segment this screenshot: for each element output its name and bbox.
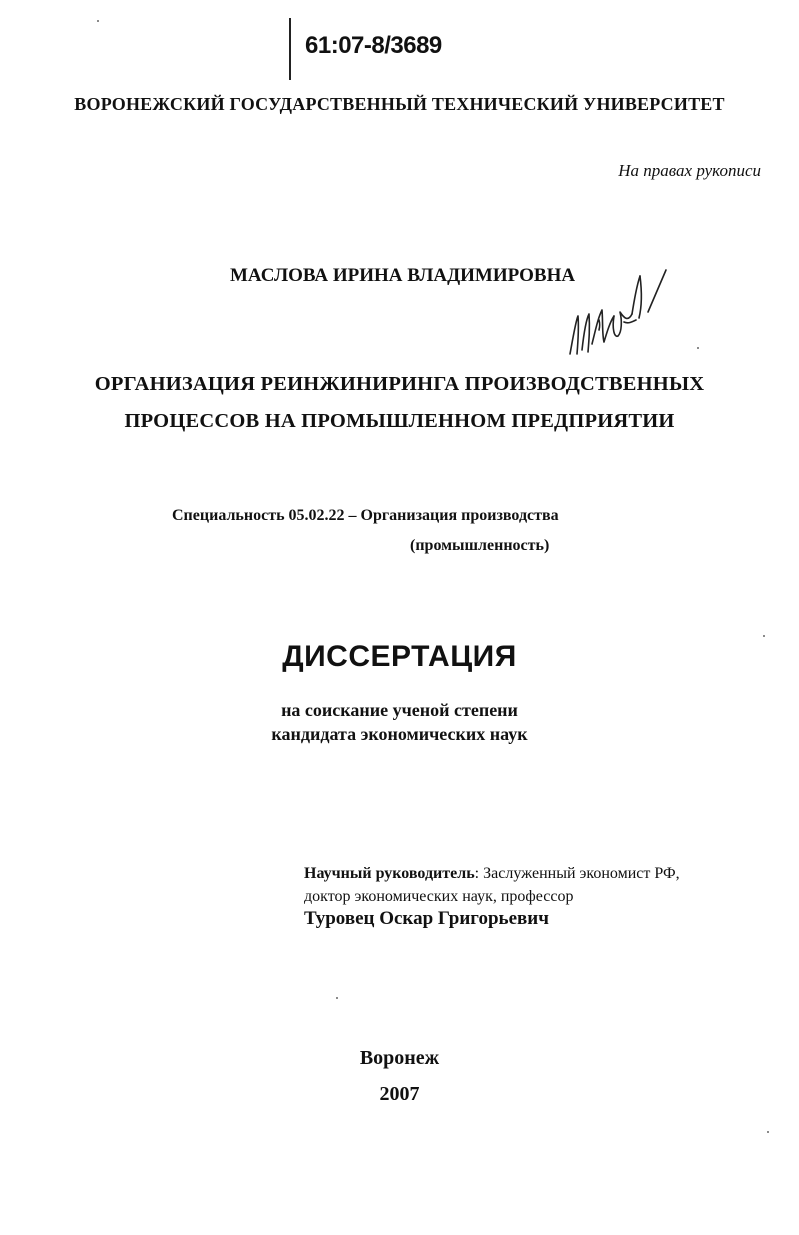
city: Воронеж — [359, 1047, 440, 1069]
supervisor-title-line2: доктор экономических наук, профессор — [304, 888, 574, 905]
specialty-line1: Специальность 05.02.22 – Организация производства — [172, 507, 559, 524]
degree-line1: на соискание ученой степени — [281, 700, 518, 720]
degree-line2: кандидата экономических наук — [271, 724, 528, 744]
supervisor-title-line1: Заслуженный экономист РФ, — [483, 865, 680, 882]
stamp-code: 61:07-8/3689 — [305, 32, 442, 59]
dissertation-title-line2: ПРОЦЕССОВ НА ПРОМЫШЛЕННОМ ПРЕДПРИЯТИИ — [124, 410, 675, 432]
author-name: МАСЛОВА ИРИНА ВЛАДИМИРОВНА — [230, 265, 576, 286]
specialty-line2: (промышленность) — [410, 537, 550, 554]
scan-speck — [697, 347, 699, 349]
scan-speck — [763, 635, 765, 637]
signature-image — [562, 262, 682, 362]
supervisor-block — [304, 862, 680, 908]
dissertation-title-line1: ОРГАНИЗАЦИЯ РЕИНЖИНИРИНГА ПРОИЗВОДСТВЕННЫХ — [94, 373, 705, 395]
supervisor-label: Научный руководитель — [304, 865, 475, 882]
rights-note: На правах рукописи — [618, 161, 761, 180]
year: 2007 — [379, 1083, 420, 1105]
scan-speck — [767, 1131, 769, 1133]
scan-speck — [336, 997, 338, 999]
scan-speck — [97, 20, 99, 22]
document-type-heading: ДИССЕРТАЦИЯ — [282, 640, 517, 673]
supervisor-name: Туровец Оскар Григорьевич — [304, 908, 549, 929]
stamp-divider-line — [289, 18, 291, 80]
supervisor-line1: Научный руководитель: Заслуженный экономист РФ, — [304, 865, 680, 882]
university-name: ВОРОНЕЖСКИЙ ГОСУДАРСТВЕННЫЙ ТЕХНИЧЕСКИЙ УНИВЕРСИТЕТ — [74, 94, 725, 114]
